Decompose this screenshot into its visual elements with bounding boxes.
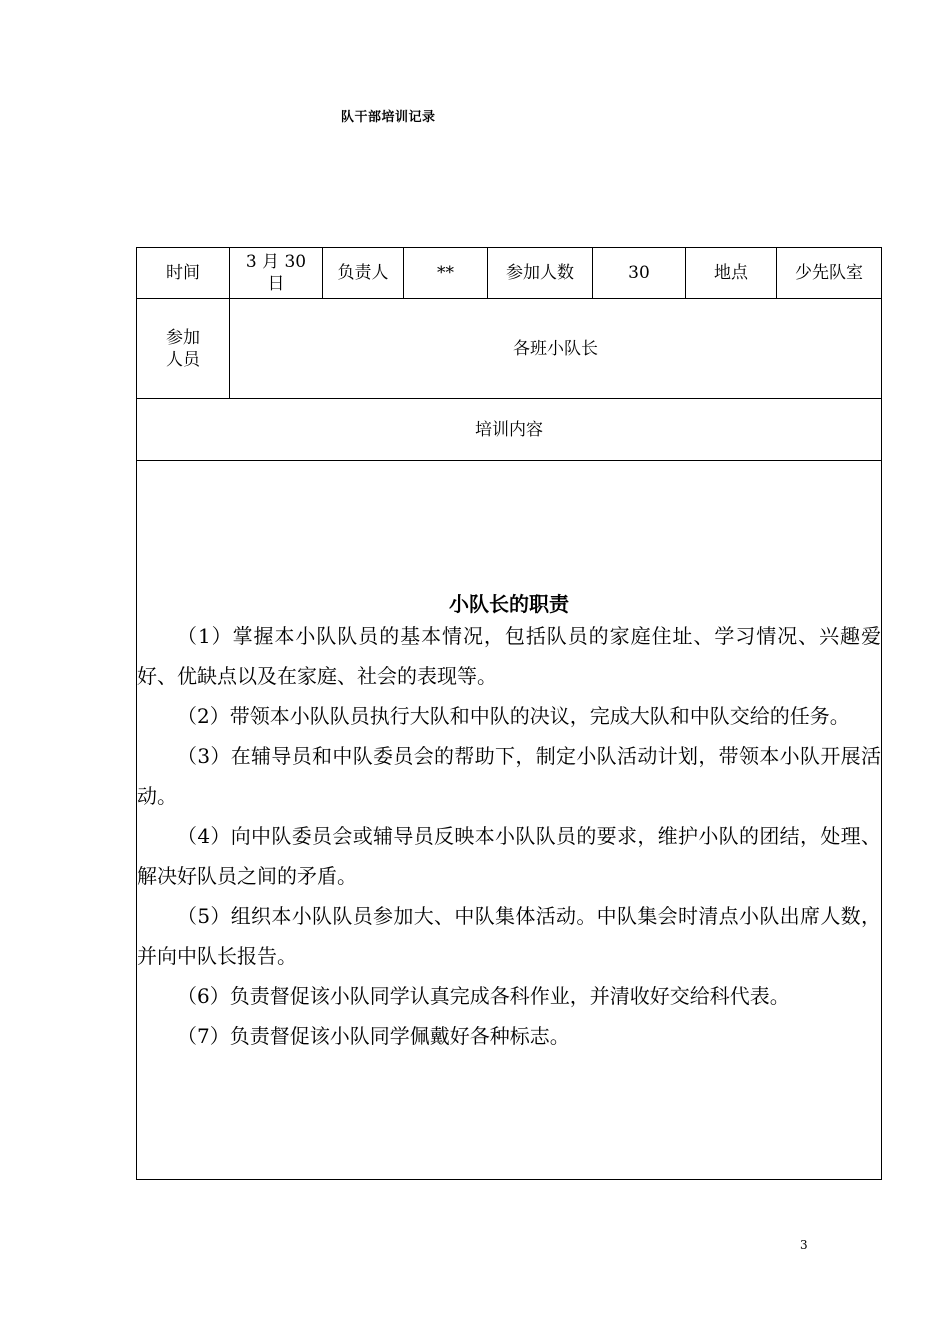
document-title: 队干部培训记录 — [341, 110, 436, 125]
place-value: 少先队室 — [777, 248, 882, 299]
content-header-row — [137, 399, 882, 461]
duty-title: 小队长的职责 — [449, 592, 569, 616]
duty-item: （3）在辅导员和中队委员会的帮助下，制定小队活动计划，带领本小队开展活动。 — [137, 744, 881, 808]
place-label: 地点 — [686, 248, 777, 299]
duty-item: （6）负责督促该小队同学认真完成各科作业，并清收好交给科代表。 — [177, 984, 790, 1008]
attendees-row — [137, 299, 882, 399]
leader-label: 负责人 — [323, 248, 404, 299]
attendees-label: 参加人员 — [137, 299, 230, 399]
duty-item: （2）带领本小队队员执行大队和中队的决议，完成大队和中队交给的任务。 — [177, 704, 850, 728]
attendees-value: 各班小队长 — [230, 299, 882, 399]
count-value: 30 — [593, 248, 686, 299]
content-label: 培训内容 — [137, 399, 882, 461]
duty-item: （4）向中队委员会或辅导员反映本小队队员的要求，维护小队的团结，处理、解决好队员之间的矛盾。 — [137, 824, 881, 888]
page-number: 3 — [800, 1238, 808, 1252]
duty-item: （7）负责督促该小队同学佩戴好各种标志。 — [177, 1024, 570, 1048]
duty-item: （5）组织本小队队员参加大、中队集体活动。中队集会时清点小队出席人数，并向中队长报告。 — [137, 904, 881, 968]
duty-item: （1）掌握本小队队员的基本情况，包括队员的家庭住址、学习情况、兴趣爱好、优缺点以及在家庭、社会的表现等。 — [137, 624, 881, 688]
time-label: 时间 — [137, 248, 230, 299]
content-body-row — [137, 461, 882, 1180]
date-value: 3 月 30 日 — [230, 248, 323, 299]
header-row — [137, 248, 882, 299]
training-record-table — [136, 247, 882, 1180]
count-label: 参加人数 — [488, 248, 593, 299]
content-body — [137, 461, 882, 1180]
leader-value: ** — [404, 248, 488, 299]
